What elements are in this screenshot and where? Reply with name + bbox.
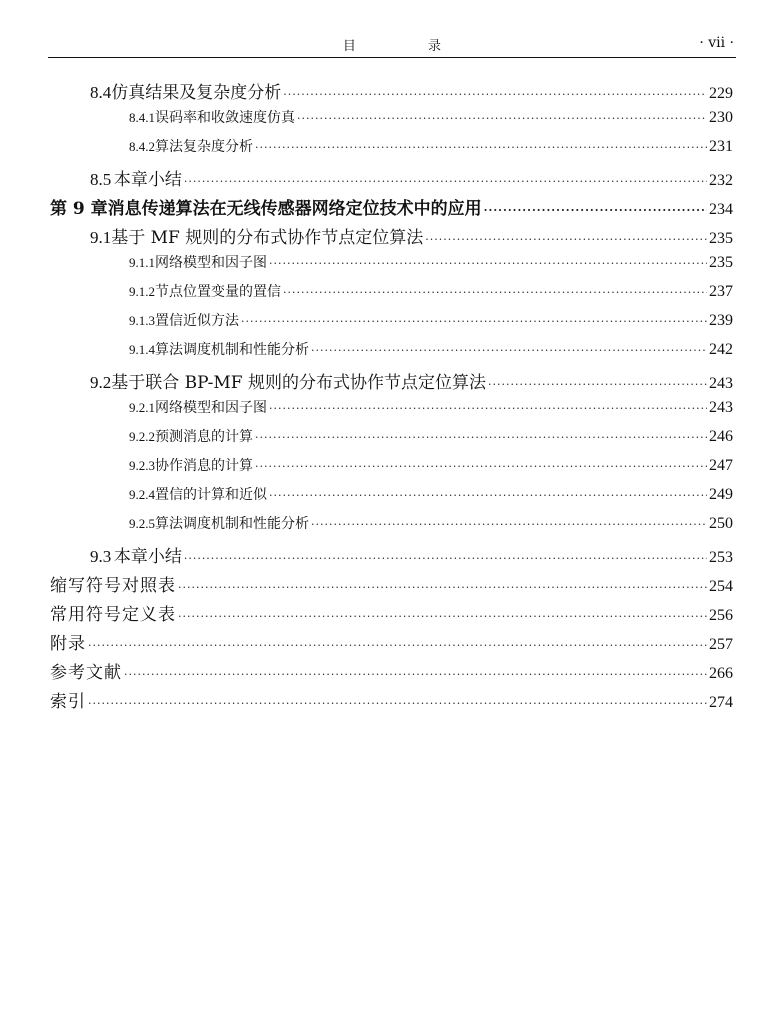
header-page-number: · vii · <box>699 35 734 51</box>
toc-entry-title: 本章小结 <box>113 170 182 190</box>
toc-entry[interactable] <box>90 78 733 103</box>
toc-entry-title: 消息传递算法在无线传感器网络定位技术中的应用 <box>107 199 482 219</box>
toc-entry[interactable] <box>129 397 733 417</box>
toc-entry-page: 254 <box>709 578 733 595</box>
toc-entry-page: 256 <box>709 607 733 624</box>
toc-entry-number: 9.2 <box>90 373 112 392</box>
toc-entry-title: 附录 <box>50 634 86 654</box>
dot-leader <box>255 460 707 473</box>
toc-entry-title: 网络模型和因子图 <box>155 255 267 271</box>
dot-leader <box>269 402 707 415</box>
toc-entry[interactable] <box>50 629 733 654</box>
dot-leader <box>425 233 707 246</box>
toc-entry-title: 算法调度机制和性能分析 <box>155 516 309 532</box>
dot-leader <box>255 141 707 154</box>
toc-entry[interactable] <box>129 252 733 272</box>
toc-entry-title: 基于联合 BP-MF 规则的分布式协作节点定位算法 <box>111 373 487 393</box>
toc-entry-page: 242 <box>709 341 733 358</box>
toc-entry-number: 9.1 <box>90 228 112 247</box>
toc-entry-number: 8.4.1 <box>129 110 155 125</box>
toc-entry[interactable] <box>129 455 733 475</box>
toc-entry-page: 234 <box>709 201 733 218</box>
toc-entry-page: 257 <box>709 636 733 653</box>
toc-entry[interactable] <box>90 223 733 248</box>
toc-entry[interactable] <box>129 513 733 533</box>
toc-entry-number: 9.1.2 <box>129 284 155 299</box>
toc-entry[interactable] <box>129 107 733 127</box>
toc-entry-number: 9.2.2 <box>129 429 155 444</box>
toc-entry-number: 9.1.1 <box>129 255 155 270</box>
toc-entry-title: 常用符号定义表 <box>50 605 176 625</box>
toc-entry-title: 协作消息的计算 <box>155 458 253 474</box>
toc-entry-number: 8.4.2 <box>129 139 155 154</box>
dot-leader <box>484 204 707 217</box>
dot-leader <box>241 315 707 328</box>
toc-entry[interactable] <box>50 658 733 683</box>
dot-leader <box>255 431 707 444</box>
toc-entry-number: 9.2.3 <box>129 458 155 473</box>
toc-entry-page: 229 <box>709 85 733 102</box>
toc-entry-page: 253 <box>709 549 733 566</box>
dot-leader <box>269 257 707 270</box>
dot-leader <box>283 286 707 299</box>
dot-leader <box>488 378 707 391</box>
dot-leader <box>311 518 707 531</box>
dot-leader <box>297 112 707 125</box>
toc-entry-number: 9.2.1 <box>129 400 155 415</box>
toc-entry-page: 235 <box>709 230 733 247</box>
dot-leader <box>184 552 707 565</box>
toc-entry-title: 算法复杂度分析 <box>155 139 253 155</box>
toc-entry[interactable] <box>129 136 733 156</box>
toc-entry-page: 237 <box>709 283 733 300</box>
toc-entry-title: 网络模型和因子图 <box>155 400 267 416</box>
toc-entry-number: 8.5 <box>90 170 112 189</box>
running-header <box>48 30 736 56</box>
toc-entry[interactable] <box>50 194 733 219</box>
toc-entry-number: 9.1.3 <box>129 313 155 328</box>
toc-entry-page: 231 <box>709 138 733 155</box>
toc-entry-page: 243 <box>709 399 733 416</box>
toc-entry[interactable] <box>129 426 733 446</box>
toc-entry-page: 232 <box>709 172 733 189</box>
toc-entry-number: 9.2.5 <box>129 516 155 531</box>
toc-entry-page: 247 <box>709 457 733 474</box>
toc-entry-number: 8.4 <box>90 83 112 102</box>
toc-entry-title: 本章小结 <box>113 547 182 567</box>
toc-entry-number: 9.1.4 <box>129 342 155 357</box>
dot-leader <box>88 697 707 710</box>
toc-entry-page: 249 <box>709 486 733 503</box>
toc-entry[interactable] <box>129 310 733 330</box>
toc-entry-page: 266 <box>709 665 733 682</box>
toc-entry[interactable] <box>50 571 733 596</box>
toc-entry-title: 索引 <box>50 692 86 712</box>
toc-entry-title: 参考文献 <box>50 663 122 683</box>
toc-entry-title: 置信近似方法 <box>155 313 239 329</box>
dot-leader <box>88 639 707 652</box>
toc-entry-page: 274 <box>709 694 733 711</box>
dot-leader <box>178 581 707 594</box>
dot-leader <box>311 344 707 357</box>
toc-entry-page: 243 <box>709 375 733 392</box>
toc-entry[interactable] <box>129 339 733 359</box>
toc-entry-page: 235 <box>709 254 733 271</box>
toc-entry-page: 246 <box>709 428 733 445</box>
toc-entry[interactable] <box>50 600 733 625</box>
toc-entry[interactable] <box>90 165 733 190</box>
toc-entry-number: 第 9 章 <box>50 199 108 219</box>
toc-entry[interactable] <box>90 542 733 567</box>
toc-entry-page: 250 <box>709 515 733 532</box>
dot-leader <box>124 668 707 681</box>
toc-entry[interactable] <box>50 687 733 712</box>
toc-entry-number: 9.2.4 <box>129 487 155 502</box>
toc-entry[interactable] <box>129 281 733 301</box>
toc-entry-title: 基于 MF 规则的分布式协作节点定位算法 <box>111 228 424 248</box>
dot-leader <box>178 610 707 623</box>
toc-entry-page: 239 <box>709 312 733 329</box>
dot-leader <box>184 175 707 188</box>
toc-entry-title: 节点位置变量的置信 <box>155 284 281 300</box>
header-rule <box>48 57 736 58</box>
header-title: 目 录 <box>342 39 476 54</box>
toc-entry[interactable] <box>90 368 733 393</box>
dot-leader <box>269 489 707 502</box>
toc-entry-title: 误码率和收敛速度仿真 <box>155 110 295 126</box>
toc-entry-number: 9.3 <box>90 547 112 566</box>
toc-entry-title: 仿真结果及复杂度分析 <box>111 83 282 103</box>
toc-entry-title: 预测消息的计算 <box>155 429 253 445</box>
toc-entry-title: 算法调度机制和性能分析 <box>155 342 309 358</box>
toc-entry-page: 230 <box>709 109 733 126</box>
toc-entry[interactable] <box>129 484 733 504</box>
toc-entry-title: 缩写符号对照表 <box>50 576 176 596</box>
dot-leader <box>283 88 707 101</box>
toc-entry-title: 置信的计算和近似 <box>155 487 267 503</box>
